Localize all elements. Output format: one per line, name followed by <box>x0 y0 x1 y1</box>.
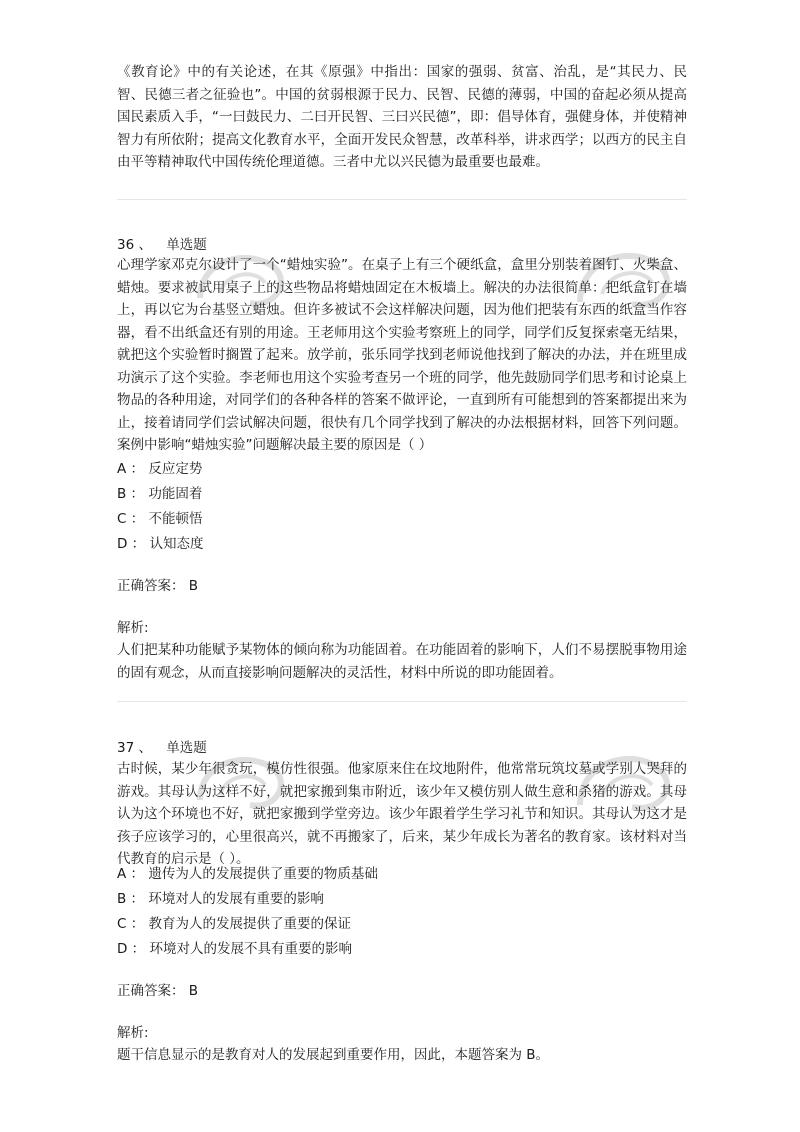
divider <box>117 701 687 702</box>
divider <box>117 199 687 200</box>
option-b[interactable]: B ： 功能固着 <box>117 486 203 502</box>
option-c[interactable]: C ： 不能顿悟 <box>117 511 203 527</box>
question-type: 单选题 <box>166 237 207 253</box>
question-number: 36 、 <box>117 237 152 253</box>
analysis-text: 人们把某种功能赋予某物体的倾向称为功能固着。在功能固着的影响下，人们不易摆脱事物用途的固有观念，从而直接影响问题解决的灵活性，材料中所说的即功能固着。 <box>117 642 687 681</box>
question-header <box>117 737 207 759</box>
question-stem: 心理学家邓克尔设计了一个“蜡烛实验”。在桌子上有三个硬纸盒，盒里分别装着图钉、火柴盒、蜡烛。要求被试用桌子上的这些物品将蜡烛固定在木板墙上。解决的办法很简单：把纸盒钉在墙上，再以它为台基竖立蜡烛。但许多被试不会这样解决问题，因为他们把装有东西的纸盒当作容器，看不出纸盒还有别的用途。王老师用这个实验考察班上的同学，同学们反复探索毫无结果，就把这个实验暂时搁置了起来。放学前，张乐同学找到老师说他找到了解决的办法，并在班里成功演示了这个实验。李老师也用这个实验考查另一个班的同学，他先鼓励同学们思考和讨论桌上物品的各种用途，对同学们的各种各样的答案不做评论，一直到所有可能想到的答案都提出来为止，接着请同学们尝试解决问题，很快有几个同学找到了解决的办法根据材料，回答下列问题。案例中影响“蜡烛实验”问题解决最主要的原因是（ ） <box>117 257 687 453</box>
option-d[interactable]: D ： 认知态度 <box>117 536 204 552</box>
question-type: 单选题 <box>166 740 207 756</box>
option-b[interactable]: B ： 环境对人的发展有重要的影响 <box>117 891 324 907</box>
intro-paragraph: 《教育论》中的有关论述，在其《原强》中指出：国家的强弱、贫富、治乱，是“其民力、民智、民德三者之征验也”。中国的贫弱根源于民力、民智、民德的薄弱，中国的奋起必须从提高国民素质入手，“一曰鼓民力、二曰开民智、三曰兴民德”，即：倡导体育，强健身体，并使精神智力有所依附；提高文化教育水平，全面开发民众智慧，改革科举，讲求西学；以西方的民主自由平等精神取代中国传统伦理道德。三者中尤以兴民德为最重要也最难。 <box>117 64 687 170</box>
question-number: 37 、 <box>117 740 152 756</box>
question-header <box>117 234 207 256</box>
analysis-label: 解析: <box>117 1025 149 1041</box>
correct-answer: 正确答案： B <box>117 983 199 999</box>
correct-answer: 正确答案： B <box>117 578 199 594</box>
option-c[interactable]: C ： 教育为人的发展提供了重要的保证 <box>117 916 352 932</box>
option-a[interactable]: A ： 反应定势 <box>117 461 203 477</box>
question-stem: 古时候，某少年很贪玩，模仿性很强。他家原来住在坟地附件，他常常玩筑坟墓或学别人哭拜的游戏。其母认为这样不好，就把家搬到集市附近，该少年又模仿别人做生意和杀猪的游戏。其母认为这个环境也不好，就把家搬到学堂旁边。该少年跟着学生学习礼节和知识。其母认为这才是孩子应该学习的，心里很高兴，就不再搬家了，后来，某少年成长为著名的教育家。该材料对当代教育的启示是（ ）。 <box>117 761 687 867</box>
analysis-text: 题干信息显示的是教育对人的发展起到重要作用，因此，本题答案为 B。 <box>117 1047 550 1063</box>
analysis-label: 解析: <box>117 620 149 636</box>
option-a[interactable]: A ： 遗传为人的发展提供了重要的物质基础 <box>117 866 378 882</box>
option-d[interactable]: D ： 环境对人的发展不具有重要的影响 <box>117 941 352 957</box>
